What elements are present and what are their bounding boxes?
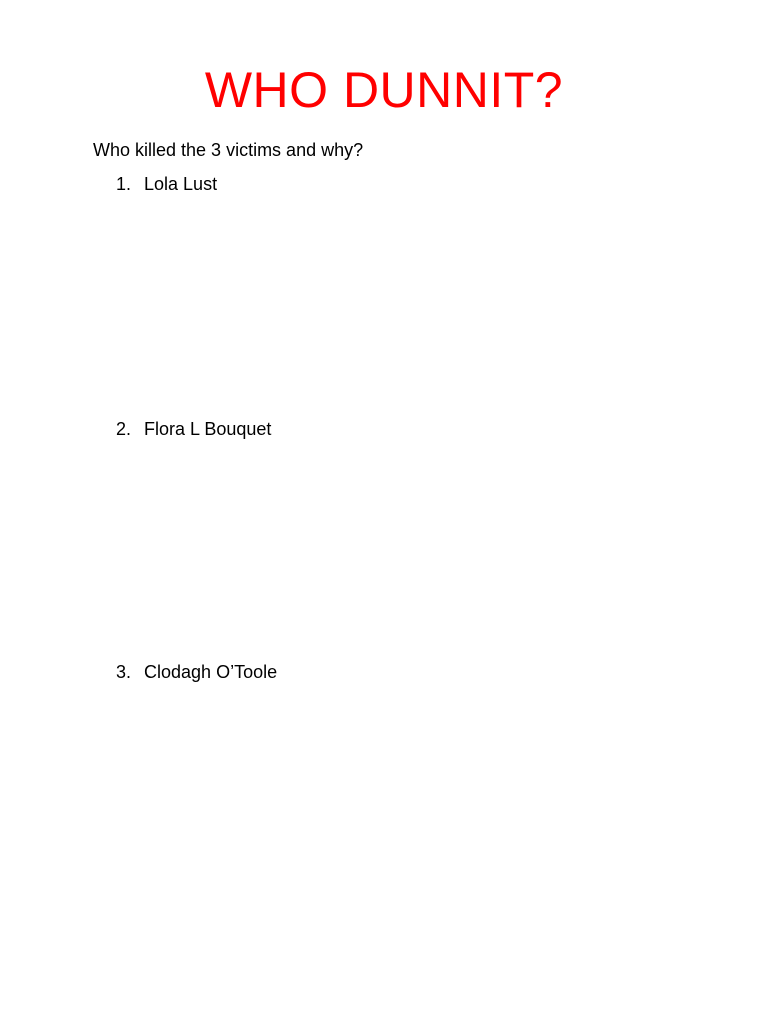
victim-name: Lola Lust [144, 174, 218, 194]
list-item-number: 1. [116, 174, 132, 194]
list-item [116, 172, 217, 196]
victim-name: Flora L Bouquet [144, 419, 272, 439]
list-item-number: 3. [116, 662, 132, 682]
question-text: Who killed the 3 victims and why? [93, 140, 364, 160]
list-item-number: 2. [116, 419, 132, 439]
page-title: WHO DUNNIT? [204, 62, 564, 118]
victim-name: Clodagh O’Toole [144, 662, 278, 682]
list-item [116, 417, 271, 441]
list-item [116, 660, 277, 684]
